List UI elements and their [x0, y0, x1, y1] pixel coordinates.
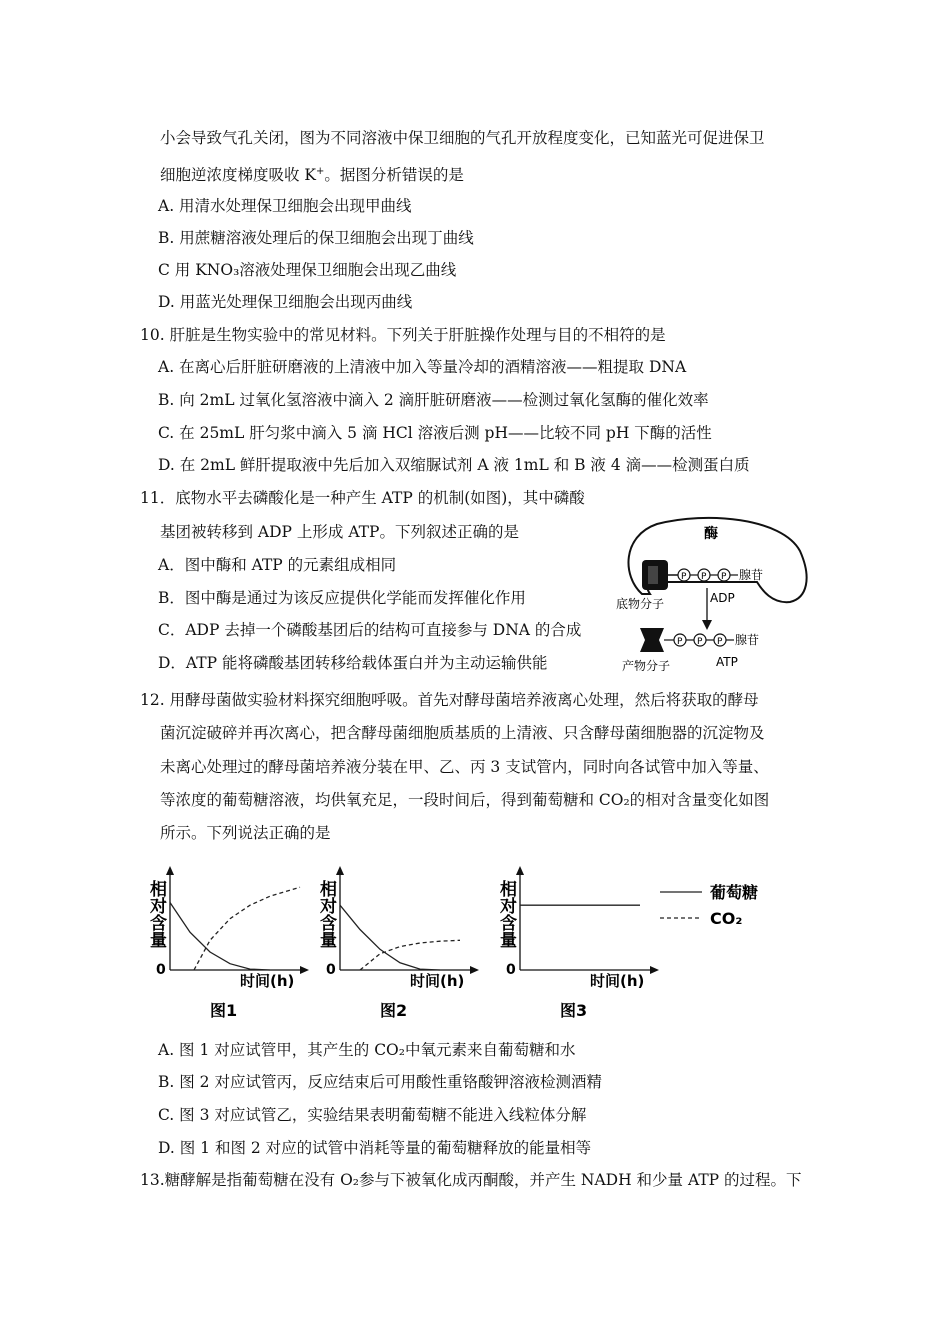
chart2-y-arrow-icon	[336, 866, 344, 875]
q10-option-c: C. 在 25mL 肝匀浆中滴入 5 滴 HCl 溶液后测 pH——比较不同 pH 下酶的活性	[158, 424, 712, 442]
q10-stem: 10. 肝脏是生物实验中的常见材料。下列关于肝脏操作处理与目的不相符的是	[140, 326, 666, 344]
q11-option-b: B．图中酶是通过为该反应提供化学能而发挥催化作用	[158, 589, 526, 607]
product-label: 产物分子	[622, 659, 671, 673]
chart2-x-arrow-icon	[470, 966, 479, 974]
q10-option-b: B. 向 2mL 过氧化氢溶液中滴入 2 滴肝脏研磨液——检测过氧化氢酶的催化效率	[158, 391, 709, 409]
chart1-origin: 0	[156, 962, 166, 978]
svg-text:腺苷: 腺苷	[739, 568, 764, 582]
chart3-title: 图3	[560, 1001, 588, 1020]
chart2-ylabel: 相对含量	[316, 880, 336, 948]
q13-stem: 13.糖酵解是指葡萄糖在没有 O₂参与下被氧化成丙酮酸，并产生 NADH 和少量 ATP 的过程。下	[140, 1171, 802, 1189]
chart3-x-arrow-icon	[650, 966, 659, 974]
q11-enzyme-figure	[612, 516, 812, 676]
chart2-title: 图2	[380, 1001, 408, 1020]
q10-option-d: D. 在 2mL 鲜肝提取液中先后加入双缩脲试剂 A 液 1mL 和 B 液 4 滴——检测蛋白质	[158, 456, 750, 474]
q12-stem-line5: 所示。下列说法正确的是	[160, 824, 331, 842]
q12-option-d: D. 图 1 和图 2 对应的试管中消耗等量的葡萄糖释放的能量相等	[158, 1139, 592, 1157]
q9-stem-line1: 小会导致气孔关闭，图为不同溶液中保卫细胞的气孔开放程度变化，已知蓝光可促进保卫	[160, 129, 765, 147]
legend-co2-label: CO₂	[710, 909, 743, 928]
q12-stem-line3: 未离心处理过的酵母菌培养液分装在甲、乙、丙 3 支试管内，同时向各试管中加入等量、	[160, 758, 769, 776]
svg-text:P: P	[677, 637, 683, 647]
q9-option-a: A. 用清水处理保卫细胞会出现甲曲线	[158, 197, 412, 215]
atp-label: ATP	[716, 655, 738, 669]
q9-option-b: B. 用蔗糖溶液处理后的保卫细胞会出现丁曲线	[158, 229, 474, 247]
q11-option-a: A．图中酶和 ATP 的元素组成相同	[158, 556, 397, 574]
q12-stem-line2: 菌沉淀破碎并再次离心，把含酵母菌细胞质基质的上清液、只含酵母菌细胞器的沉淀物及	[160, 724, 765, 742]
q9-option-d: D. 用蓝光处理保卫细胞会出现丙曲线	[158, 293, 413, 311]
substrate-label: 底物分子	[616, 597, 665, 611]
q9-option-c: C 用 KNO₃溶液处理保卫细胞会出现乙曲线	[158, 261, 457, 279]
chart1-y-arrow-icon	[166, 866, 174, 875]
chart3-y-arrow-icon	[516, 866, 524, 875]
chart1-series-co2-line	[194, 887, 300, 970]
chart3-xlabel: 时间(h)	[590, 972, 645, 990]
chart1-x-arrow-icon	[300, 966, 309, 974]
chart1-ylabel: 相对含量	[146, 880, 166, 948]
q11-option-c: C．ADP 去掉一个磷酸基团后的结构可直接参与 DNA 的合成	[158, 621, 582, 639]
chart2-series-glucose-line	[340, 905, 440, 970]
product-molecule	[640, 628, 664, 652]
svg-text:腺苷: 腺苷	[735, 633, 760, 647]
chart2-origin: 0	[326, 962, 336, 978]
chart2-xlabel: 时间(h)	[410, 972, 465, 990]
q11-stem-line2: 基团被转移到 ADP 上形成 ATP。下列叙述正确的是	[160, 523, 519, 541]
q12-option-c: C. 图 3 对应试管乙，实验结果表明葡萄糖不能进入线粒体分解	[158, 1106, 587, 1124]
q9-stem-line2: 细胞逆浓度梯度吸收 K+。据图分析错误的是	[160, 166, 464, 185]
q12-stem-line4: 等浓度的葡萄糖溶液，均供氧充足，一段时间后，得到葡萄糖和 CO₂的相对含量变化如图	[160, 791, 770, 809]
legend-glucose-label: 葡萄糖	[710, 883, 759, 902]
chart3-origin: 0	[506, 962, 516, 978]
q11-option-d: D．ATP 能将磷酸基团转移给载体蛋白并为主动运输供能	[158, 654, 548, 672]
q12-stem-line1: 12. 用酵母菌做实验材料探究细胞呼吸。首先对酵母菌培养液离心处理，然后将获取的酵母	[140, 691, 759, 709]
svg-text:P: P	[717, 637, 723, 647]
chart1-series-glucose-line	[170, 903, 270, 971]
q12-charts	[140, 860, 800, 1020]
chart3-ylabel: 相对含量	[496, 880, 516, 948]
svg-text:P: P	[721, 572, 727, 582]
q11-stem-line1: 11．底物水平去磷酸化是一种产生 ATP 的机制(如图)，其中磷酸	[140, 489, 585, 507]
chart1-title: 图1	[210, 1001, 238, 1020]
enzyme-label: 酶	[704, 526, 718, 542]
arrow-down-icon	[702, 620, 712, 630]
q12-option-b: B. 图 2 对应试管丙，反应结束后可用酸性重铬酸钾溶液检测酒精	[158, 1073, 602, 1091]
svg-text:P: P	[701, 572, 707, 582]
svg-text:P: P	[681, 572, 687, 582]
chart1-xlabel: 时间(h)	[240, 972, 295, 990]
q12-option-a: A. 图 1 对应试管甲，其产生的 CO₂中氧元素来自葡萄糖和水	[158, 1041, 576, 1059]
adp-label: ADP	[710, 591, 735, 605]
svg-text:P: P	[697, 637, 703, 647]
q10-option-a: A. 在离心后肝脏研磨液的上清液中加入等量冷却的酒精溶液——粗提取 DNA	[158, 358, 687, 376]
